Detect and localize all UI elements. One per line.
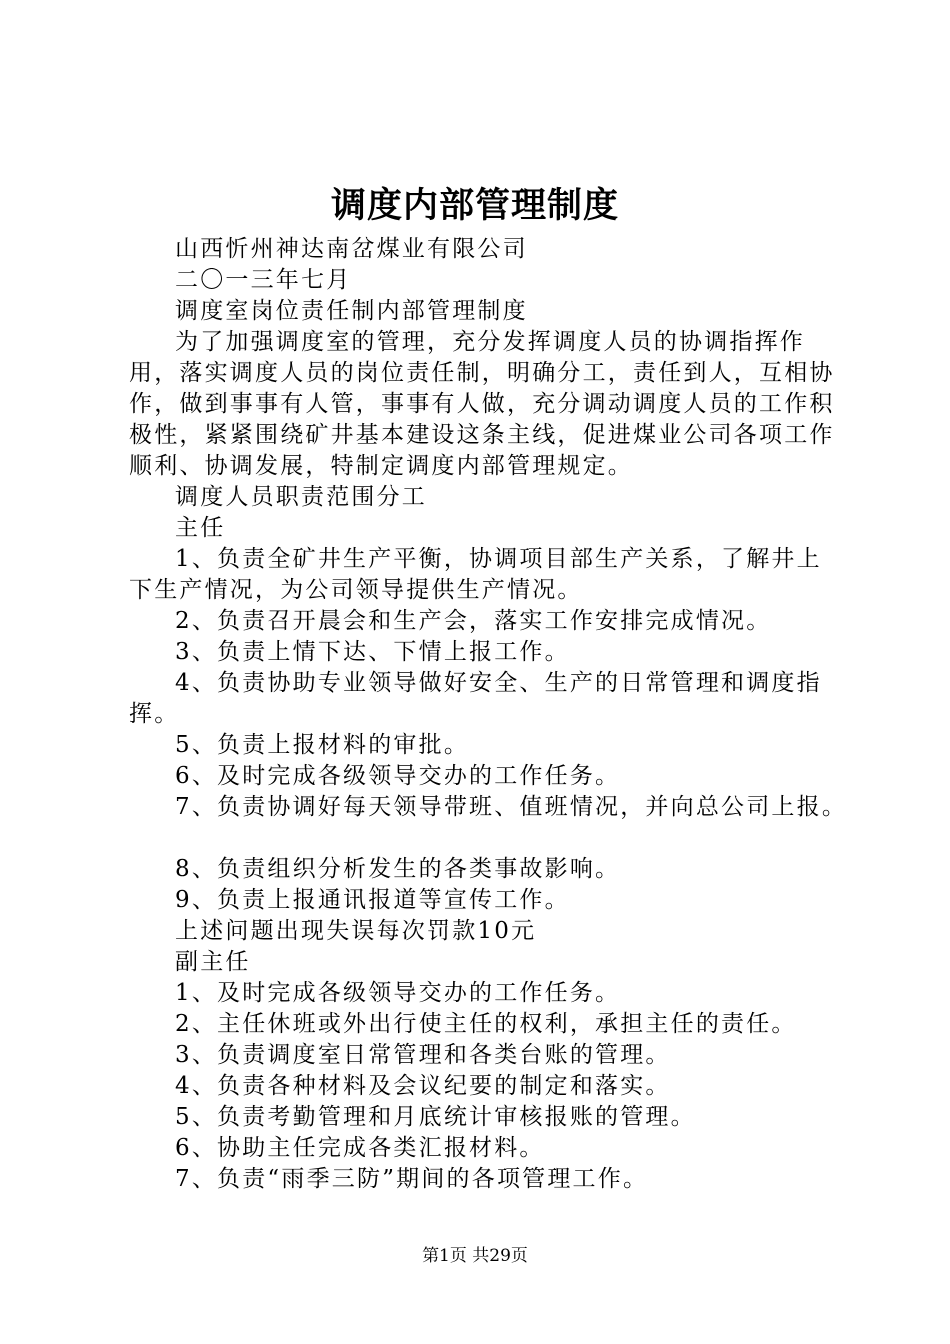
duty-item: 5、负责上报材料的审批。 [175,732,470,758]
section-heading: 调度室岗位责任制内部管理制度 [175,298,528,324]
duty-item: 4、负责协助专业领导做好安全、生产的日常管理和调度指挥。 [129,670,822,727]
duty-item: 6、及时完成各级领导交办的工作任务。 [175,763,621,789]
company-name: 山西忻州神达南岔煤业有限公司 [175,236,528,262]
duty-item: 3、负责上情下达、下情上报工作。 [175,639,570,665]
duty-item: 5、负责考勤管理和月底统计审核报账的管理。 [175,1104,696,1130]
document-title: 调度内部管理制度 [330,185,619,226]
intro-paragraph: 为了加强调度室的管理，充分发挥调度人员的协调指挥作用，落实调度人员的岗位责任制，明确分工，责任到人，互相协作，做到事事有人管，事事有人做，充分调动调度人员的工作积极性，紧紧围绕矿井基本建设这条主线，促进煤业公司各项工作顺利、协调发展，特制定调度内部管理规定。 [129,329,835,479]
duty-item: 3、负责调度室日常管理和各类台账的管理。 [175,1042,671,1068]
section-heading: 调度人员职责范围分工 [175,484,427,510]
duty-item: 1、负责全矿井生产平衡，协调项目部生产关系，了解井上下生产情况，为公司领导提供生产情况。 [129,546,822,603]
penalty-note: 上述问题出现失误每次罚款10元 [175,918,537,944]
duty-item: 9、负责上报通讯报道等宣传工作。 [175,887,570,913]
duty-item: 8、负责组织分析发生的各类事故影响。 [175,856,621,882]
duty-item: 2、负责召开晨会和生产会，落实工作安排完成情况。 [175,608,772,634]
duty-item: 4、负责各种材料及会议纪要的制定和落实。 [175,1073,671,1099]
duty-item: 2、主任休班或外出行使主任的权利，承担主任的责任。 [175,1011,797,1037]
duty-item: 6、协助主任完成各类汇报材料。 [175,1135,545,1161]
duty-item: 7、负责“雨季三防”期间的各项管理工作。 [175,1166,649,1192]
role-heading-deputy-director: 副主任 [175,949,251,975]
page-number: 第1页 共29页 [422,1246,528,1266]
document-body [129,234,848,1195]
document-date: 二〇一三年七月 [175,267,352,293]
duty-item: 7、负责协调好每天领导带班、值班情况，并向总公司上报。 [175,794,848,820]
role-heading-director: 主任 [175,515,226,541]
duty-item: 1、及时完成各级领导交办的工作任务。 [175,980,621,1006]
blank-line [129,823,839,854]
